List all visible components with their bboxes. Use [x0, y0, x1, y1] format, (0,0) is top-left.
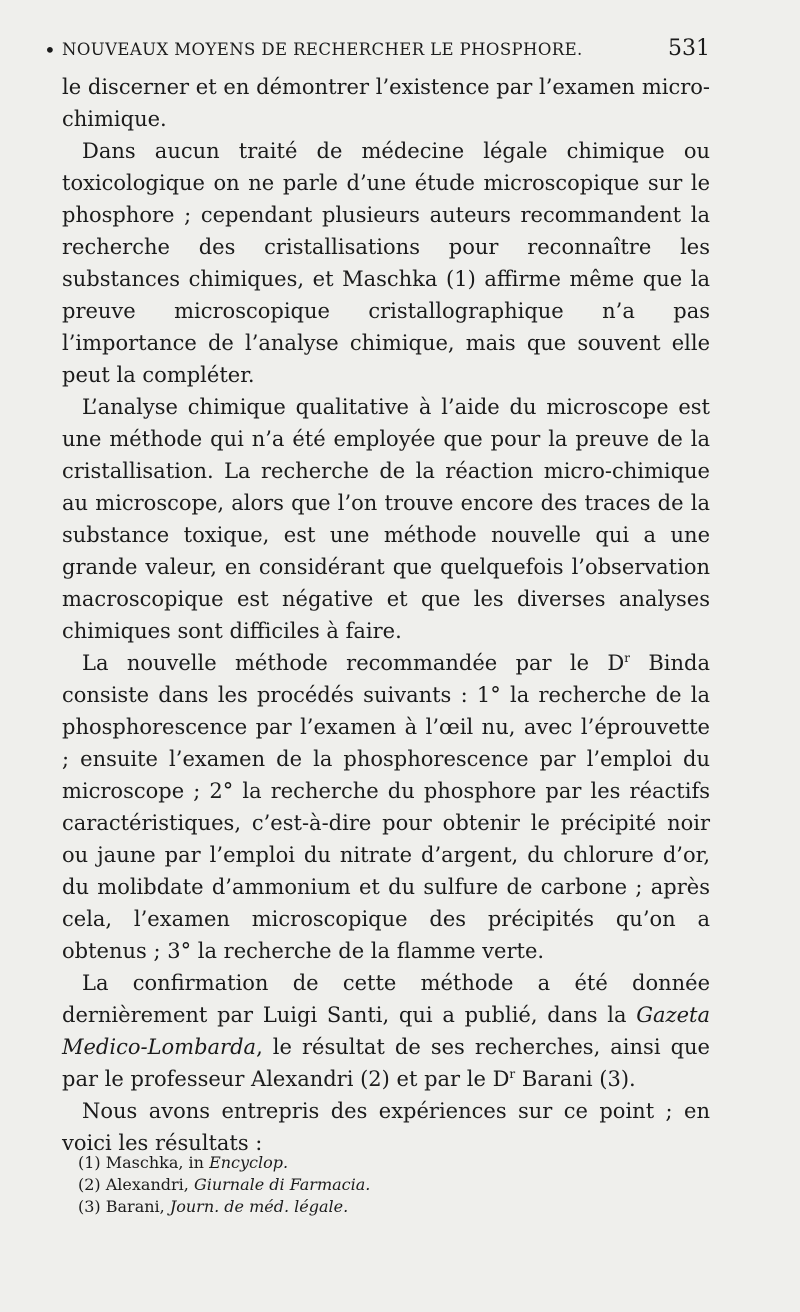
- running-header: [44, 30, 710, 66]
- text-run: Dans aucun traité de médecine légale chimique ou toxicologique on ne parle d’une étude microscopique sur le phosphore ; cependant plusieurs auteurs recommandent la recherche des cristallisations pour reconnaître les substances chimiques, et Maschka (1) affirme même que la preuve microscopique cristallographique n’a pas l’importance de l’analyse chimique, mais que souvent elle peut la compléter.: [62, 139, 710, 387]
- text-run: Binda consiste dans les procédés suivants : 1° la recherche de la phosphorescence par l’examen à l’œil nu, avec l’éprouvette ; ensuite l’examen de la phosphorescence par l’emploi du microscope ; 2° la recherche du phosphore par les réactifs caractéristiques, c’est-à-dire pour obtenir le précipité noir ou jaune par l’emploi du nitrate d’argent, du chlorure d’or, du molibdate d’ammonium et du sulfure de carbone ; après cela, l’examen microscopique des précipités qu’on a obtenus ; 3° la recherche de la flamme verte.: [62, 651, 711, 963]
- superscript-text: r: [624, 651, 631, 665]
- italic-text: Giurnale di Farmacia.: [193, 1175, 371, 1194]
- italic-text: Journ. de méd. légale.: [169, 1197, 349, 1216]
- paragraph: [62, 967, 710, 1095]
- text-run: L’analyse chimique qualitative à l’aide du microscope est une méthode qui n’a été employée que pour la preuve de la cristallisation. La recherche de la réaction micro-chimique au microscope, alors que l’on trouve encore des traces de la substance toxique, est une méthode nouvelle qui a une grande valeur, en considérant que quelquefois l’observation macroscopique est négative et que les diverses analyses chimiques sont difficiles à faire.: [62, 395, 710, 643]
- page-number: 531: [668, 36, 710, 61]
- paragraph: [62, 1095, 710, 1159]
- text-run: (2) Alexandri,: [78, 1175, 194, 1194]
- paragraph: [62, 71, 710, 135]
- italic-text: Encyclop.: [209, 1153, 289, 1172]
- paragraph: [62, 135, 710, 391]
- text-run: Nous avons entrepris des expériences sur ce point ; en voici les résultats :: [62, 1099, 710, 1155]
- footnote: [78, 1196, 678, 1218]
- text-run: , le résultat de ses recherches, ainsi que par le professeur Alexandri (2) et par le D: [62, 1035, 710, 1091]
- text-run: La confirmation de cette méthode a été donnée dernièrement par Luigi Santi, qui a publié, dans la: [62, 971, 710, 1027]
- header-title: NOUVEAUX MOYENS DE RECHERCHER LE PHOSPHORE.: [62, 40, 583, 59]
- footnotes: [78, 1152, 678, 1218]
- paragraph: [62, 647, 710, 967]
- paragraph: [62, 391, 710, 647]
- text-run: La nouvelle méthode recommandée par le D: [82, 651, 625, 675]
- text-run: (1) Maschka, in: [78, 1153, 210, 1172]
- text-run: (3) Barani,: [78, 1197, 170, 1216]
- italic-text: Gazeta Medico-Lombarda: [62, 1003, 710, 1059]
- superscript-text: r: [509, 1067, 516, 1081]
- text-run: Barani (3).: [515, 1067, 636, 1091]
- body-text: [62, 71, 710, 1159]
- header-mark: •: [44, 38, 56, 62]
- footnote: [78, 1152, 678, 1174]
- text-run: le discerner et en démontrer l’existence par l’examen micro-chimique.: [62, 75, 710, 131]
- footnote: [78, 1174, 678, 1196]
